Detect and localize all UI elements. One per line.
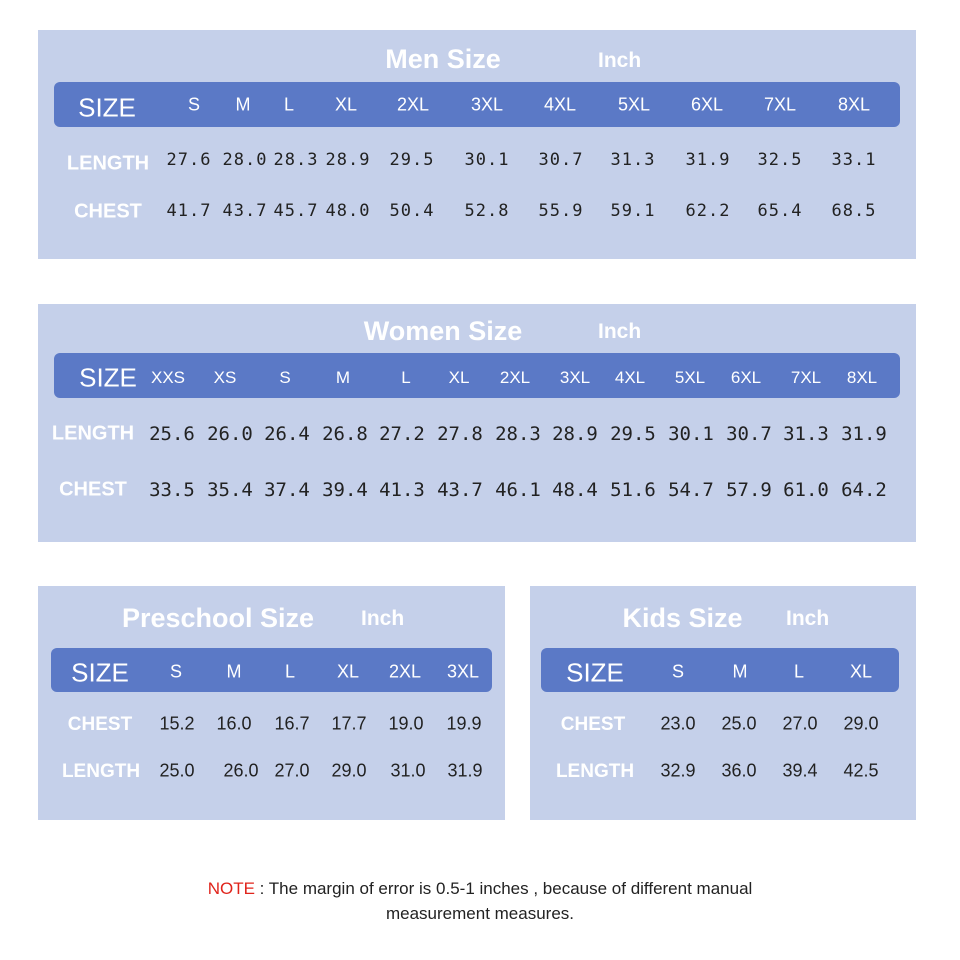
men-row-label-length: LENGTH [66, 152, 150, 175]
women-size-cell: 4XL [614, 368, 646, 387]
kids-length-value: 32.9 [660, 760, 696, 781]
women-chest-value: 35.4 [207, 479, 253, 501]
men-chest-value: 55.9 [538, 201, 584, 221]
preschool-chest-value: 17.7 [331, 713, 367, 734]
women-chest-value: 43.7 [437, 479, 483, 501]
women-chest-value: 37.4 [264, 479, 310, 501]
women-size-cell: 5XL [674, 368, 706, 387]
preschool-chest-value: 16.7 [274, 713, 310, 734]
women-size-cell: XS [213, 368, 237, 387]
kids-length-value: 36.0 [721, 760, 757, 781]
women-row-label-chest: CHEST [59, 478, 127, 501]
women-length-value: 28.3 [495, 423, 541, 445]
men-chest-value: 65.4 [757, 201, 803, 221]
women-size-cell: 6XL [730, 368, 762, 387]
men-size-cell: 5XL [617, 94, 651, 115]
note-line-1 [0, 876, 960, 901]
women-size-panel [38, 304, 916, 542]
women-chest-value: 33.5 [149, 479, 195, 501]
women-chest-value: 64.2 [841, 479, 887, 501]
women-size-title: Women Size [363, 316, 523, 346]
women-size-cell: M [335, 368, 351, 387]
women-size-cell: 2XL [499, 368, 531, 387]
women-length-value: 27.2 [379, 423, 425, 445]
men-size-cell: 4XL [543, 94, 577, 115]
women-length-value: 25.6 [149, 423, 195, 445]
men-size-label: SIZE [78, 92, 136, 123]
men-size-title: Men Size [385, 44, 501, 74]
preschool-length-value: 26.0 [223, 760, 259, 781]
note-line-2: measurement measures. [385, 904, 575, 923]
men-length-value: 30.7 [538, 150, 584, 170]
preschool-size-panel [38, 586, 505, 820]
preschool-length-value: 29.0 [331, 760, 367, 781]
preschool-chest-value: 16.0 [216, 713, 252, 734]
men-size-cell: 7XL [763, 94, 797, 115]
men-length-value: 28.9 [325, 150, 371, 170]
kids-row-label-length: LENGTH [555, 761, 635, 782]
women-chest-value: 61.0 [783, 479, 829, 501]
women-size-cell: 8XL [846, 368, 878, 387]
women-size-header-bar [54, 353, 900, 398]
kids-size-header-bar [541, 648, 899, 692]
kids-size-cell: M [732, 661, 748, 682]
kids-row-label-chest: CHEST [560, 714, 626, 735]
women-chest-value: 51.6 [610, 479, 656, 501]
women-length-value: 26.0 [207, 423, 253, 445]
women-chest-value: 39.4 [322, 479, 368, 501]
measurement-note [0, 876, 960, 926]
women-chest-value: 46.1 [495, 479, 541, 501]
men-size-panel [38, 30, 916, 259]
preschool-size-cell: L [284, 661, 296, 682]
men-size-cell: 3XL [470, 94, 504, 115]
preschool-size-cell: 3XL [446, 661, 480, 682]
men-chest-value: 50.4 [389, 201, 435, 221]
preschool-row-label-length: LENGTH [61, 761, 141, 782]
women-length-value: 26.4 [264, 423, 310, 445]
men-row-label-chest: CHEST [74, 200, 142, 223]
women-length-value: 28.9 [552, 423, 598, 445]
women-chest-value: 48.4 [552, 479, 598, 501]
kids-size-label: SIZE [566, 657, 624, 688]
preschool-length-value: 27.0 [274, 760, 310, 781]
women-length-value: 31.9 [841, 423, 887, 445]
preschool-size-cell: S [169, 661, 183, 682]
men-chest-value: 41.7 [166, 201, 212, 221]
men-size-cell: 2XL [396, 94, 430, 115]
note-label: NOTE [207, 879, 255, 898]
men-size-cell: 8XL [837, 94, 871, 115]
men-chest-value: 48.0 [325, 201, 371, 221]
preschool-size-cell: XL [336, 661, 360, 682]
men-length-value: 30.1 [464, 150, 510, 170]
kids-size-panel [530, 586, 916, 820]
men-size-cell: S [187, 94, 201, 115]
preschool-length-value: 31.0 [390, 760, 426, 781]
men-chest-value: 52.8 [464, 201, 510, 221]
men-size-cell: XL [334, 94, 358, 115]
women-length-value: 26.8 [322, 423, 368, 445]
women-size-cell: 7XL [790, 368, 822, 387]
men-length-value: 32.5 [757, 150, 803, 170]
preschool-size-title: Preschool Size [121, 603, 315, 633]
preschool-length-value: 31.9 [447, 760, 483, 781]
note-text: : The margin of error is 0.5-1 inches , because of different manual [254, 879, 753, 898]
men-length-value: 28.0 [222, 150, 268, 170]
women-row-label-length: LENGTH [51, 422, 135, 445]
preschool-row-label-chest: CHEST [67, 714, 133, 735]
men-chest-value: 62.2 [685, 201, 731, 221]
kids-chest-value: 23.0 [660, 713, 696, 734]
kids-length-value: 42.5 [843, 760, 879, 781]
men-length-value: 31.9 [685, 150, 731, 170]
women-size-cell: L [401, 368, 411, 387]
preschool-chest-value: 19.0 [388, 713, 424, 734]
women-length-value: 31.3 [783, 423, 829, 445]
kids-size-cell: XL [849, 661, 873, 682]
women-size-unit: Inch [598, 320, 642, 343]
women-length-value: 27.8 [437, 423, 483, 445]
women-size-cell: S [279, 368, 291, 387]
women-size-cell: 3XL [559, 368, 591, 387]
men-size-unit: Inch [598, 49, 642, 72]
men-length-value: 31.3 [610, 150, 656, 170]
men-size-cell: M [235, 94, 251, 115]
kids-chest-value: 25.0 [721, 713, 757, 734]
men-length-value: 28.3 [273, 150, 319, 170]
men-size-header-bar [54, 82, 900, 127]
men-length-value: 29.5 [389, 150, 435, 170]
preschool-chest-value: 19.9 [446, 713, 482, 734]
men-chest-value: 59.1 [610, 201, 656, 221]
kids-size-unit: Inch [786, 607, 830, 630]
men-length-value: 33.1 [831, 150, 877, 170]
women-length-value: 30.1 [668, 423, 714, 445]
kids-size-title: Kids Size [622, 603, 743, 633]
preschool-size-header-bar [51, 648, 492, 692]
men-size-cell: L [283, 94, 295, 115]
preschool-length-value: 25.0 [159, 760, 195, 781]
women-chest-value: 54.7 [668, 479, 714, 501]
preschool-size-label: SIZE [71, 657, 129, 688]
women-length-value: 29.5 [610, 423, 656, 445]
kids-size-cell: S [671, 661, 685, 682]
men-chest-value: 43.7 [222, 201, 268, 221]
women-chest-value: 57.9 [726, 479, 772, 501]
kids-chest-value: 29.0 [843, 713, 879, 734]
women-size-cell: XXS [150, 368, 186, 387]
men-size-cell: 6XL [690, 94, 724, 115]
preschool-chest-value: 15.2 [159, 713, 195, 734]
kids-length-value: 39.4 [782, 760, 818, 781]
kids-chest-value: 27.0 [782, 713, 818, 734]
preschool-size-cell: 2XL [388, 661, 422, 682]
men-chest-value: 45.7 [273, 201, 319, 221]
women-size-label: SIZE [79, 362, 137, 393]
women-size-cell: XL [448, 368, 470, 387]
men-length-value: 27.6 [166, 150, 212, 170]
women-chest-value: 41.3 [379, 479, 425, 501]
preschool-size-unit: Inch [361, 607, 405, 630]
kids-size-cell: L [793, 661, 805, 682]
women-length-value: 30.7 [726, 423, 772, 445]
preschool-size-cell: M [226, 661, 242, 682]
men-chest-value: 68.5 [831, 201, 877, 221]
